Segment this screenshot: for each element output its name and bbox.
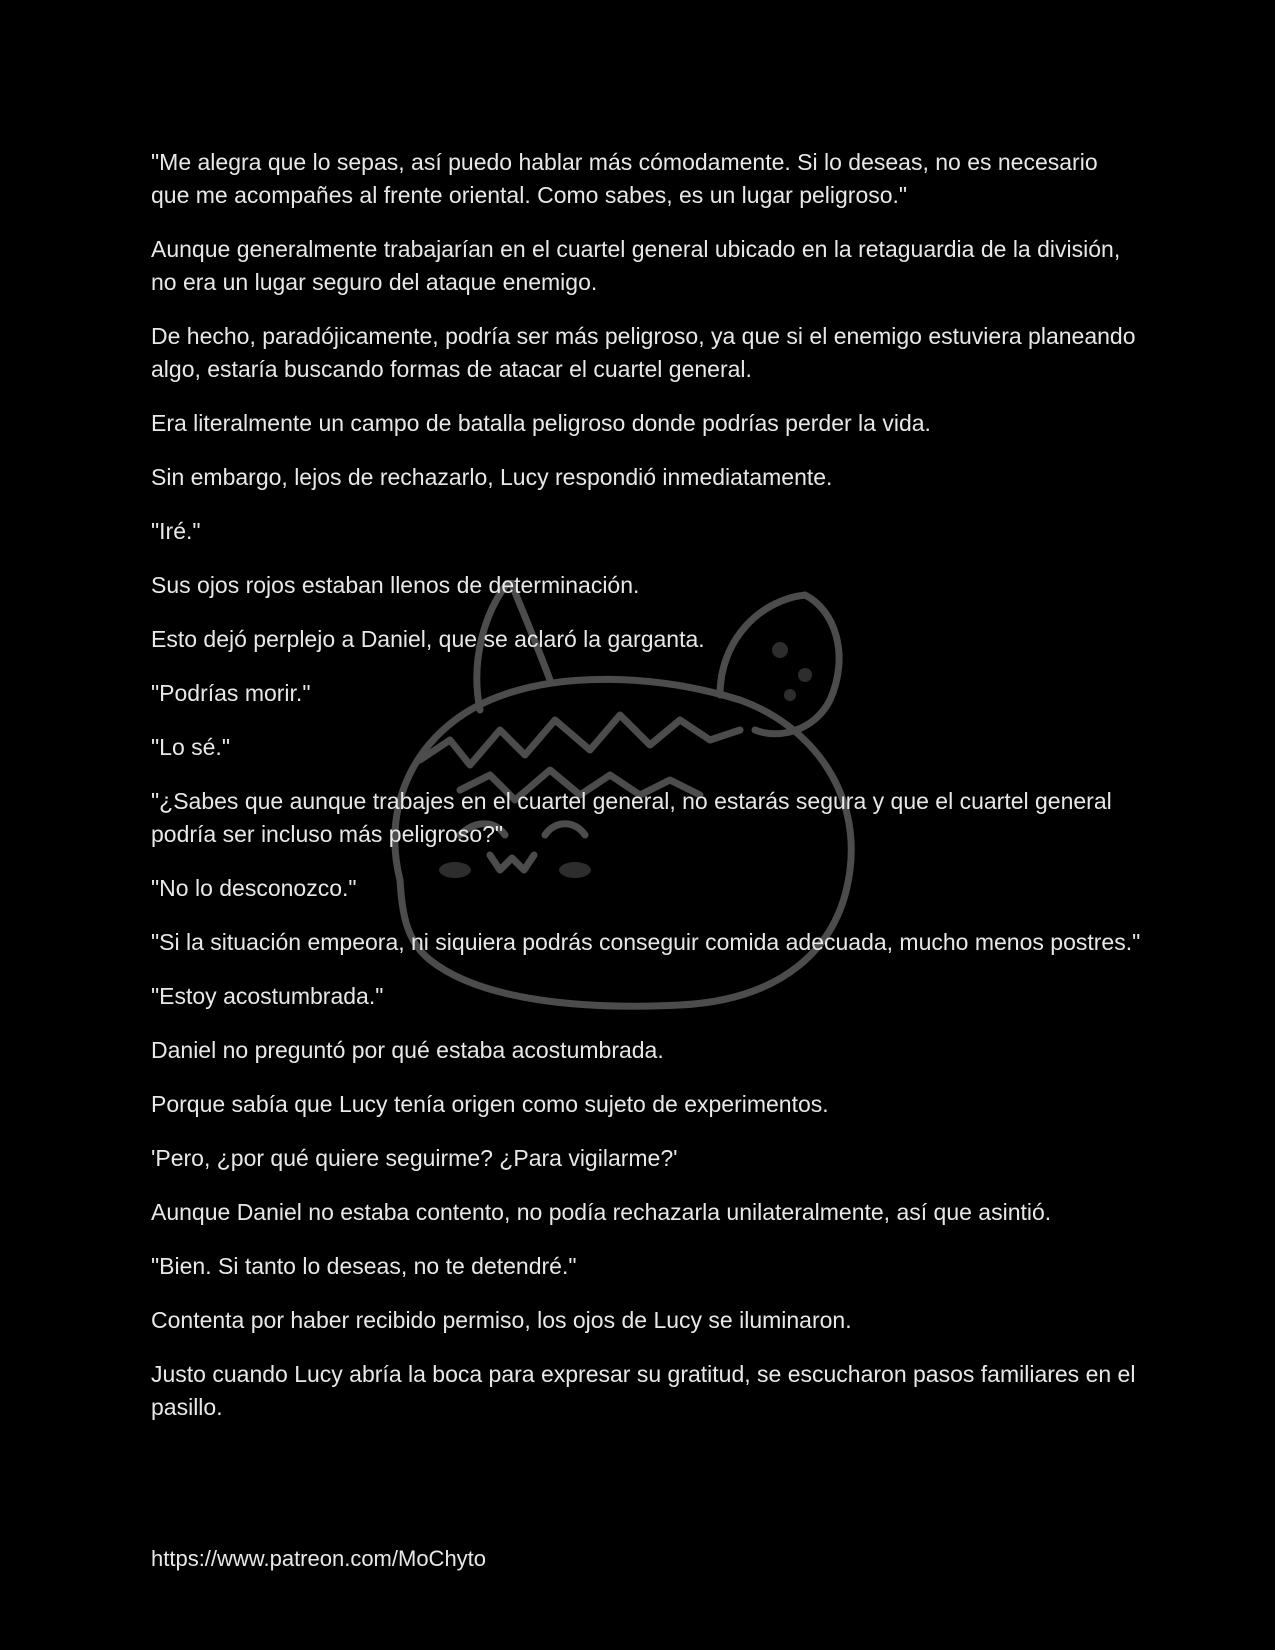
paragraph: Esto dejó perplejo a Daniel, que se aclaró la garganta. <box>151 626 705 652</box>
paragraph: "¿Sabes que aunque trabajes en el cuartel general, no estarás segura y que el cuartel general podría ser incluso más peligroso?" <box>151 788 1112 847</box>
paragraph: 'Pero, ¿por qué quiere seguirme? ¿Para vigilarme?' <box>151 1145 678 1171</box>
paragraph: "Estoy acostumbrada." <box>151 983 384 1009</box>
paragraph: "No lo desconozco." <box>151 875 357 901</box>
paragraph: "Lo sé." <box>151 734 230 760</box>
paragraph: Aunque generalmente trabajarían en el cuartel general ubicado en la retaguardia de la división, no era un lugar seguro del ataque enemigo. <box>151 236 1121 295</box>
paragraph: Daniel no preguntó por qué estaba acostumbrada. <box>151 1037 664 1063</box>
paragraph: Sus ojos rojos estaban llenos de determinación. <box>151 572 640 598</box>
paragraph: "Me alegra que lo sepas, así puedo hablar más cómodamente. Si lo deseas, no es necesario que me acompañes al frente oriental. Como sabes, es un lugar peligroso." <box>151 149 1098 208</box>
paragraph: "Iré." <box>151 518 201 544</box>
paragraph: Era literalmente un campo de batalla peligroso donde podrías perder la vida. <box>151 410 931 436</box>
paragraph: Justo cuando Lucy abría la boca para expresar su gratitud, se escucharon pasos familiares en el pasillo. <box>151 1361 1136 1420</box>
paragraph: Sin embargo, lejos de rechazarlo, Lucy respondió inmediatamente. <box>151 464 833 490</box>
paragraph: Contenta por haber recibido permiso, los ojos de Lucy se iluminaron. <box>151 1307 852 1333</box>
paragraph: De hecho, paradójicamente, podría ser más peligroso, ya que si el enemigo estuviera planeando algo, estaría buscando formas de atacar el cuartel general. <box>151 323 1136 382</box>
paragraph: "Si la situación empeora, ni siquiera podrás conseguir comida adecuada, mucho menos postres." <box>151 929 1141 955</box>
patreon-link[interactable]: https://www.patreon.com/MoChyto <box>151 1546 487 1571</box>
document-body <box>151 146 1141 1445</box>
paragraph: Porque sabía que Lucy tenía origen como sujeto de experimentos. <box>151 1091 829 1117</box>
paragraph: Aunque Daniel no estaba contento, no podía rechazarla unilateralmente, así que asintió. <box>151 1199 1052 1225</box>
paragraph: "Podrías morir." <box>151 680 311 706</box>
paragraph: "Bien. Si tanto lo deseas, no te detendré." <box>151 1253 577 1279</box>
